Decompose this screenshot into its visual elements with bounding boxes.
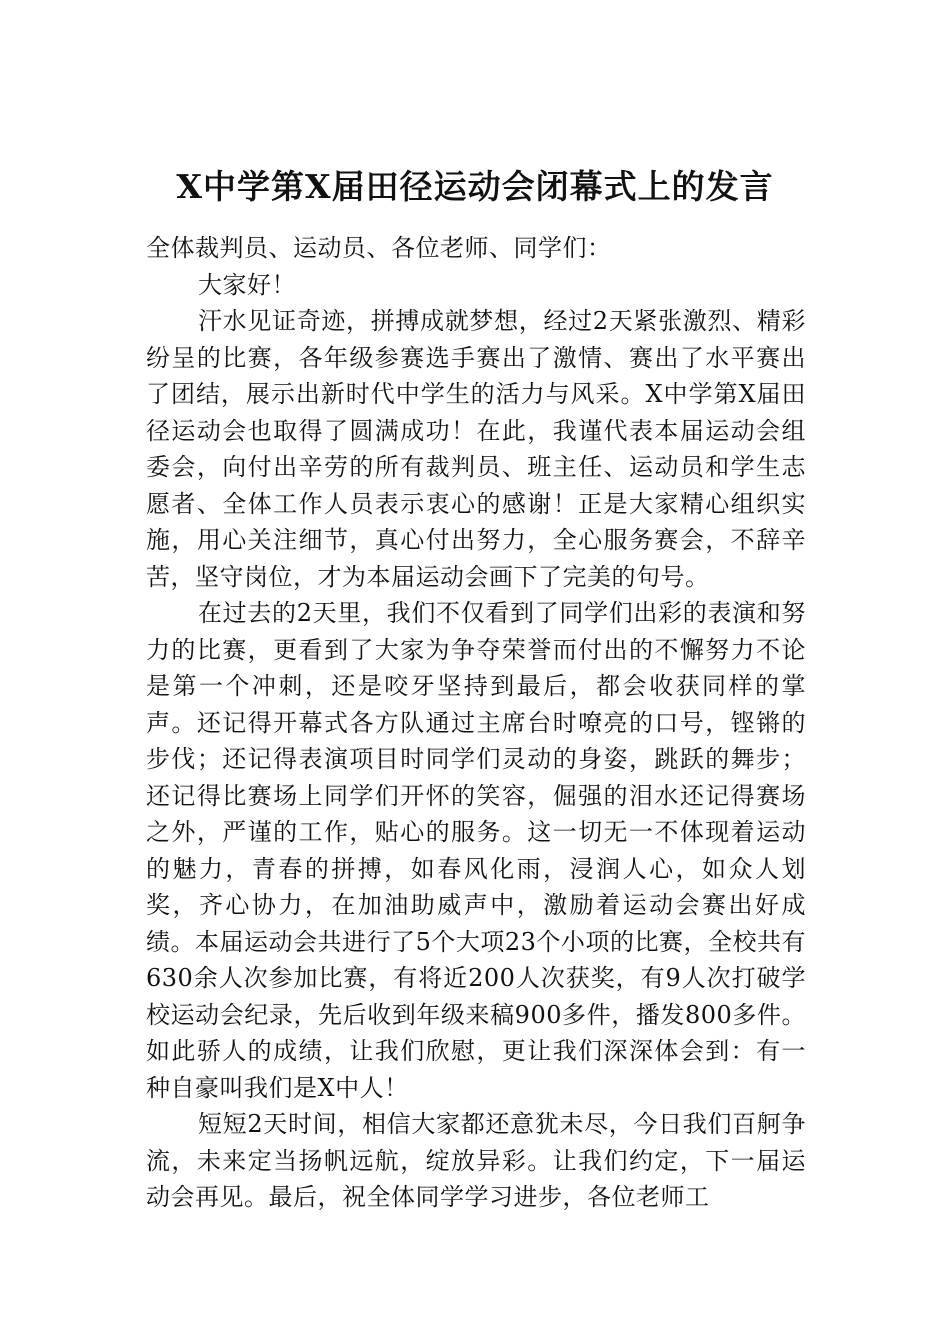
paragraph-2: 在过去的2天里，我们不仅看到了同学们出彩的表演和努力的比赛，更看到了大家为争夺荣誉而付出的不懈努力不论是第一个冲刺，还是咬牙坚持到最后，都会收获同样的掌声。还记得开幕式各方队通过主席台时嘹亮的口号，铿锵的步伐；还记得表演项目时同学们灵动的身姿，跳跃的舞步；还记得比赛场上同学们开怀的笑容，倔强的泪水还记得赛场之外，严谨的工作，贴心的服务。这一切无一不体现着运动的魅力，青春的拼搏，如春风化雨，浸润人心，如众人划奖，齐心协力，在加油助威声中，激励着运动会赛出好成绩。本届运动会共进行了5个大项23个小项的比赛，全校共有630余人次参加比赛，有将近200人次获奖，有9人次打破学校运动会纪录，先后收到年级来稿900多件，播发800多件。如此骄人的成绩，让我们欣慰，更让我们深深体会到：有一种自豪叫我们是X中人！	[146, 599, 806, 1102]
greeting: 大家好！	[198, 270, 296, 299]
document-title: X中学第X届田径运动会闭幕式上的发言	[176, 167, 774, 206]
paragraph-1: 汗水见证奇迹，拼搏成就梦想，经过2天紧张激烈、精彩纷呈的比赛，各年级参赛选手赛出了激情、赛出了水平赛出了团结，展示出新时代中学生的活力与风采。X中学第X届田径运动会也取得了圆满成功！在此，我谨代表本届运动会组委会，向付出辛劳的所有裁判员、班主任、运动员和学生志愿者、全体工作人员表示衷心的感谢！正是大家精心组织实施，用心关注细节，真心付出努力，全心服务赛会，不辞辛苦，坚守岗位，才为本届运动会画下了完美的句号。	[146, 307, 806, 591]
paragraph-3: 短短2天时间，相信大家都还意犹未尽，今日我们百舸争流，未来定当扬帆远航，绽放异彩。让我们约定，下一届运动会再见。最后，祝全体同学学习进步，各位老师工	[146, 1110, 806, 1211]
salutation: 全体裁判员、运动员、各位老师、同学们：	[146, 234, 612, 262]
document-body	[146, 230, 806, 1216]
